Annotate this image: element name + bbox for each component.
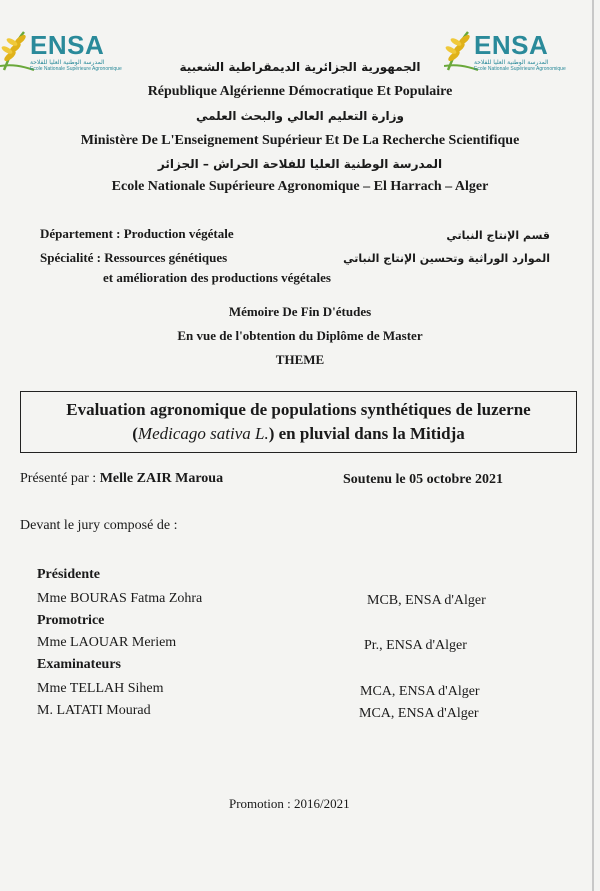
logo-arabic: المدرسة الوطنية العليا للفلاحة [30,59,105,66]
logo-subtitle: Ecole Nationale Supérieure Agronomique [30,66,122,72]
ministry-arabic: وزارة التعليم العالي والبحث العلمي [195,109,405,123]
jury-role-president: Présidente [37,567,100,582]
species-name: Medicago sativa L. [137,424,269,443]
jury-role-examiners: Examinateurs [37,657,121,672]
speciality-french-cont: et amélioration des productions végétales [103,270,331,285]
defense-date: Soutenu le 05 octobre 2021 [343,472,503,487]
thesis-title-box [20,391,577,453]
theme-label: THEME [275,352,325,367]
jury-member-name: Mme LAOUAR Meriem [37,635,177,650]
jury-member-title: MCA, ENSA d'Alger [359,706,479,721]
logo-arabic: المدرسة الوطنية العليا للفلاحة [474,59,549,66]
page-edge [592,0,594,891]
school-french: Ecole Nationale Supérieure Agronomique – El Harrach – Alger [111,179,489,194]
department-arabic: قسم الإنتاج النباتي [446,229,550,242]
logo-text: ENSA [30,30,105,60]
thesis-title-line2-rest: ) en pluvial dans la Mitidja [268,424,465,443]
jury-member-title: MCA, ENSA d'Alger [360,684,480,699]
jury-member-name: Mme TELLAH Sihem [37,681,164,696]
promotion: Promotion : 2016/2021 [229,796,350,811]
thesis-title-line1: Evaluation agronomique de populations synthétiques de luzerne [66,400,531,419]
memoire-title: Mémoire De Fin D'études [228,304,372,319]
jury-role-promotrice: Promotrice [37,613,105,628]
department-french: Département : Production végétale [40,226,234,241]
jury-member-name: Mme BOURAS Fatma Zohra [37,591,203,606]
student-name: Melle ZAIR Maroua [99,471,224,486]
speciality-arabic: الموارد الوراثية وتحسين الإنتاج النباتي [343,252,550,265]
thesis-title-line2 [21,424,576,444]
republic-arabic: الجمهورية الجزائرية الديمقراطية الشعبية [179,60,421,74]
open-paren: ( [132,424,138,443]
logo-text: ENSA [474,30,549,60]
logo-subtitle: Ecole Nationale Supérieure Agronomique [474,66,566,72]
presented-by [20,471,223,487]
jury-member-title: MCB, ENSA d'Alger [367,593,486,608]
jury-intro: Devant le jury composé de : [20,518,178,533]
jury-member-name: M. LATATI Mourad [37,703,151,718]
school-arabic: المدرسة الوطنية العليا للفلاحة الحراش – الجزائر [157,157,443,171]
memoire-diploma: En vue de l'obtention du Diplôme de Master [177,328,423,343]
republic-french: République Algérienne Démocratique Et Populaire [147,84,453,99]
jury-member-title: Pr., ENSA d'Alger [364,638,467,653]
speciality-french: Spécialité : Ressources génétiques [40,250,228,265]
ministry-french: Ministère De L'Enseignement Supérieur Et De La Recherche Scientifique [80,133,520,148]
presented-label: Présenté par : [20,471,100,486]
